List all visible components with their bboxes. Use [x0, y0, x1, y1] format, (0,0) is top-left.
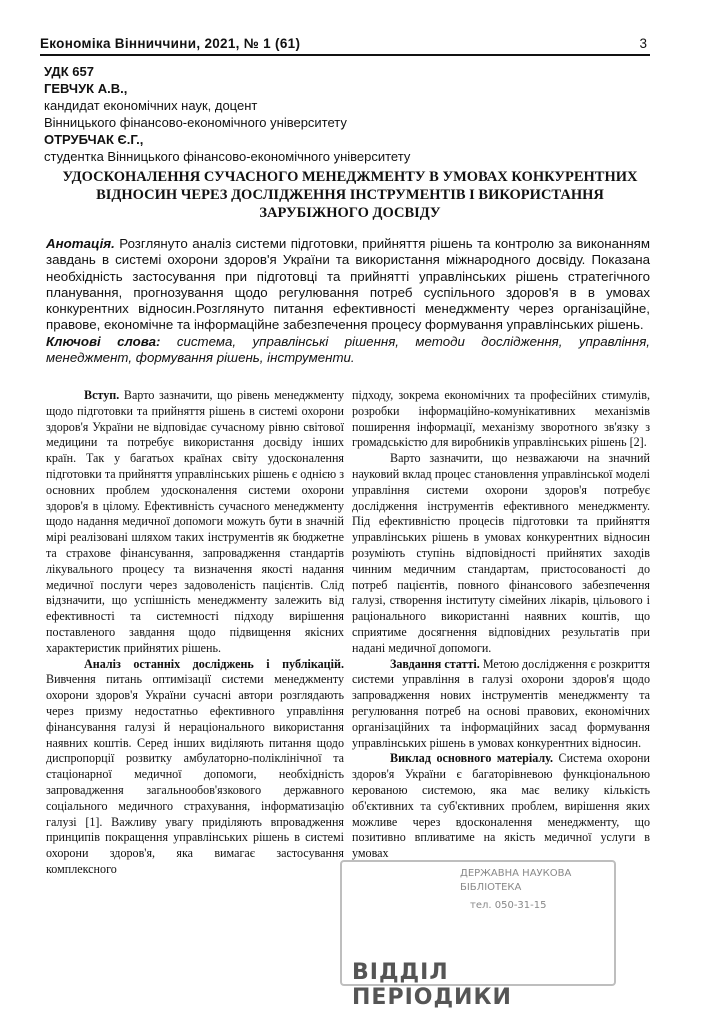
- keywords: [46, 334, 650, 367]
- article-title: УДОСКОНАЛЕННЯ СУЧАСНОГО МЕНЕДЖМЕНТУ В УМОВАХ КОНКУРЕНТНИХ ВІДНОСИН ЧЕРЕЗ ДОСЛІДЖЕННЯ ІНСТРУМЕНТІВ І ВИКОРИСТАННЯ ЗАРУБІЖНОГО ДОСВІДУ: [62, 169, 638, 221]
- gap-paragraph: Варто зазначити, що незважаючи на значний науковий вклад процес становлення управлінської моделі управління системи охорони здоров'я потребує дослідження інструментів ефективного менеджменту. Під ефективністю процесів підготовки та прийняття управлінських рішень в умовах конкурентних відносин розуміють ступінь відповідності прийнятих заходів чинним медичним стандартам, пристосованості до потреб пацієнтів, повного фінансового забезпечення галузі, створення інституту сімейних лікарів, цільового і раціонального використанні наявних коштів, що сприятиме досягнення відповідних результатів при надані медичної допомоги.: [352, 451, 650, 655]
- intro-paragraph: [46, 388, 344, 657]
- abstract-body: [46, 236, 650, 334]
- task-paragraph: [352, 657, 650, 752]
- abstract-text: Розглянуто аналіз системи підготовки, прийняття рішень та контролю за виконанням завдань в системі охорони здоров'я України та використання міжнародного досвіду. Показана необхідність застосування при підготовці та прийнятті управлінських рішень стратегічного планування, прогнозування щодо регулювання потреб суспільного здоров'я в в умовах конкурентних відносин.Розглянуто питання ефективності менеджменту через організаційне, правове, економічне та інформаційне забезпечення процесу формування управлінських рішень.: [46, 236, 651, 333]
- main-text: Система охорони здоров'я України є багаторівневою функціональною керованою системою, яка має велику кількість об'єктивних та суб'єктивних проблем, вирішення яких можливе через вдосконалення менеджменту, що позитивно впливатиме на якість медичної услуги в умовах: [352, 751, 650, 861]
- keywords-label: Ключові слова:: [46, 333, 161, 349]
- author-meta: [44, 63, 410, 165]
- abstract-label: Анотація.: [46, 236, 115, 251]
- review-text: Вивчення питань оптимізації системи менеджменту охорони здоров'я України сучасні автори розглядають через призму недостатньо ефективного управління фінансування галузі й нераціонального використання наявних коштів. Серед інших виділяють питання щодо диспропорції розвитку амбулаторно-поліклінічної та стаціонарної медичної допомоги, необхідність запровадження загальнообов'язкового державного соціального медичного страхування, інформатизацію галузі [1]. Важливу увагу приділяють впровадження принципів покращення управлінських рішень в системі охорони здоров'я, яка вимагає застосування комплексного: [46, 672, 344, 876]
- author1-affiliation: Вінницького фінансово-економічного університету: [44, 115, 347, 130]
- author2-affiliation: студентка Вінницького фінансово-економічного університету: [44, 149, 411, 164]
- main-heading: Виклад основного матеріалу.: [390, 751, 554, 766]
- journal-header: Економіка Вінниччини, 2021, № 1 (61): [40, 36, 301, 51]
- author2-name: ОТРУБЧАК Є.Г.,: [44, 132, 144, 147]
- left-column: [46, 388, 344, 878]
- review-heading: Аналіз останніх досліджень і публікацій.: [84, 656, 344, 671]
- stamp-line2: БІБЛІОТЕКА: [460, 882, 522, 893]
- stamp-phone: тел. 050-31-15: [470, 900, 547, 911]
- task-heading: Завдання статті.: [390, 656, 480, 671]
- header-divider: [40, 54, 650, 56]
- review-paragraph: [46, 657, 344, 878]
- intro-heading: Вступ.: [84, 388, 120, 402]
- main-paragraph: [352, 751, 650, 862]
- task-text: Метою дослідження є розкриття системи управління в галузі охорони здоров'я щодо запровадження нових інструментів менеджменту та регулювання потреб на основі правових, економічних організаційних та інформаційних засад формування управлінських рішень в умовах конкурентних відносин.: [352, 656, 650, 750]
- right-column: [352, 388, 650, 862]
- stamp-line1: ДЕРЖАВНА НАУКОВА: [460, 868, 572, 879]
- page-number: 3: [639, 36, 647, 51]
- author1-degree: кандидат економічних наук, доцент: [44, 98, 258, 113]
- author1-name: ГЕВЧУК А.В.,: [44, 81, 128, 96]
- keywords-text: система, управлінські рішення, методи дослідження, управління, менеджмент, формування рішень, інструменти.: [46, 333, 650, 366]
- abstract: [46, 236, 650, 366]
- library-stamp: [340, 860, 645, 1010]
- intro-text: Варто зазначити, що рівень менеджменту щодо підготовки та прийняття рішень в системі охорони здоров'я України не відповідає сучасному рівню світової медицини та потребує використання досвіду інших країн. Так у багатьох країнах світу удосконалення підготовки та прийняття управлінських рішень є однією з основних проблем удосконалення системи охорони здоров'я в цілому. Ефективність сучасного менеджменту щодо надання медичної допомоги можуть бути в значній мірі реалізовані шляхом таких інструментів як бюджетне та страхове фінансування, запровадження стандартів лікувального процесу та визначення якості надання медичної послуги через задоволеність пацієнтів. Слід відзначити, що успішність менеджменту залежить від ефективності та системності підходу вирішення поставленого завдання щодо підвищення якісних характеристик прийнятих рішень.: [46, 388, 344, 655]
- udc-code: УДК 657: [44, 64, 94, 79]
- continuation-paragraph: підходу, зокрема економічних та професійних стимулів, розробки інформаційно-комунікативних механізмів поширення інформації, механізму зворотного зв'язку з громадськістю для виробників управлінських рішень [2].: [352, 388, 650, 450]
- stamp-department: ВІДДІЛ ПЕРІОДИКИ: [352, 960, 512, 1010]
